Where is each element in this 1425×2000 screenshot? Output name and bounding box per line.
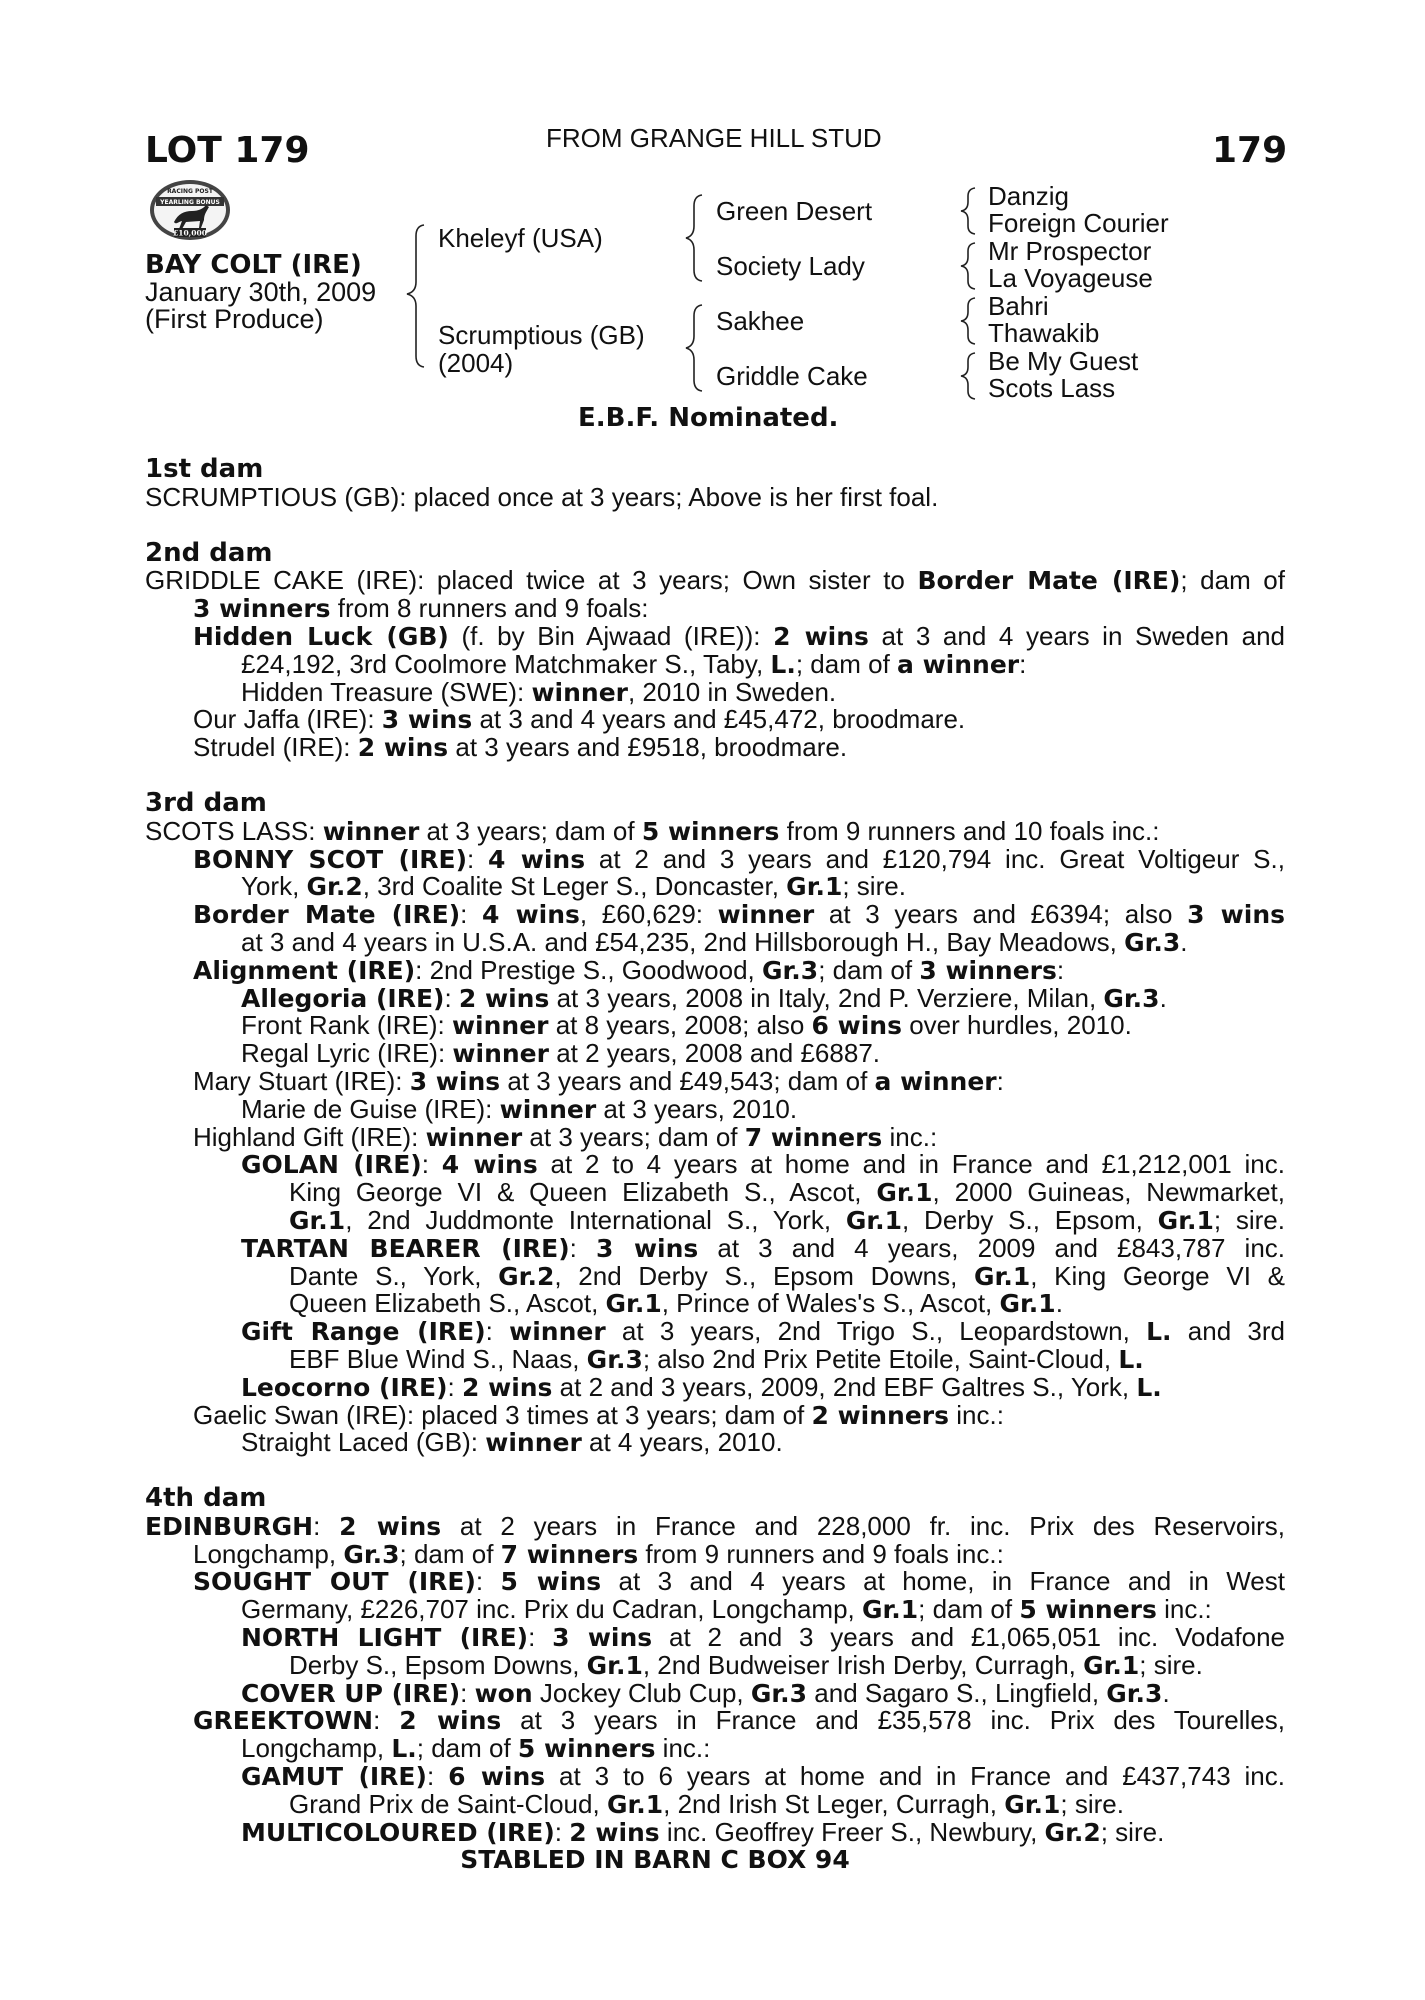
produce-line: Our Jaffa (IRE): 3 wins at 3 and 4 years and £45,472, broodmare. (193, 704, 966, 735)
pedigree-g3: Foreign Courier (988, 208, 1169, 238)
produce-line: Mary Stuart (IRE): 3 wins at 3 years and £49,543; dam of a winner: (193, 1065, 1004, 1096)
pedigree-g3: Scots Lass (988, 373, 1116, 403)
pedigree-g3: Thawakib (988, 318, 1100, 348)
svg-text:£10,000: £10,000 (173, 228, 207, 238)
produce-line: Leocorno (IRE): 2 wins at 2 and 3 years, 2009, 2nd EBF Galtres S., York, L. (241, 1371, 1162, 1402)
pedigree-brackets (0, 0, 1425, 420)
produce-line: at 3 and 4 years in U.S.A. and £54,235, 2nd Hillsborough H., Bay Meadows, Gr.3. (241, 926, 1188, 957)
produce-line: Germany, £226,707 inc. Prix du Cadran, Longchamp, Gr.1; dam of 5 winners inc.: (241, 1594, 1212, 1625)
pedigree-g3: Danzig (988, 181, 1069, 211)
pedigree-dam-dam: Griddle Cake (716, 361, 868, 391)
produce-line: Gr.1, 2nd Juddmonte International S., York, Gr.1, Derby S., Epsom, Gr.1; sire. (289, 1204, 1285, 1235)
section-heading: 1st dam (145, 454, 264, 484)
produce-line: Straight Laced (GB): winner at 4 years, 2010. (241, 1427, 783, 1458)
produce-line: York, Gr.2, 3rd Coalite St Leger S., Doncaster, Gr.1; sire. (241, 871, 906, 902)
produce-line: EBF Blue Wind S., Naas, Gr.3; also 2nd Prix Petite Etoile, Saint-Cloud, L. (289, 1343, 1144, 1374)
produce-line: Regal Lyric (IRE): winner at 2 years, 2008 and £6887. (241, 1038, 880, 1069)
horse-title: BAY COLT (IRE) (145, 250, 362, 280)
produce-line: Grand Prix de Saint-Cloud, Gr.1, 2nd Irish St Leger, Curragh, Gr.1; sire. (289, 1788, 1124, 1819)
produce-line: King George VI & Queen Elizabeth S., Ascot, Gr.1, 2000 Guineas, Newmarket, (289, 1177, 1285, 1208)
svg-text:RACING POST: RACING POST (167, 188, 213, 195)
stabling-note: STABLED IN BARN C BOX 94 (460, 1845, 850, 1875)
produce-line: Derby S., Epsom Downs, Gr.1, 2nd Budweiser Irish Derby, Curragh, Gr.1; sire. (289, 1649, 1203, 1680)
catalogue-body (145, 456, 1285, 1874)
produce-line: Queen Elizabeth S., Ascot, Gr.1, Prince of Wales's S., Ascot, Gr.1. (289, 1288, 1063, 1319)
section-heading: 2nd dam (145, 537, 273, 568)
produce-line: Strudel (IRE): 2 wins at 3 years and £9518, broodmare. (193, 732, 848, 763)
produce-line: Longchamp, L.; dam of 5 winners inc.: (241, 1733, 711, 1764)
pedigree-sire-dam: Society Lady (716, 251, 865, 281)
pedigree-g3: Bahri (988, 291, 1049, 321)
lot-number: 179 (1212, 130, 1288, 171)
produce-line: Gaelic Swan (IRE): placed 3 times at 3 years; dam of 2 winners inc.: (193, 1399, 1004, 1430)
produce-line: Allegoria (IRE): 2 wins at 3 years, 2008 in Italy, 2nd P. Verziere, Milan, Gr.3. (241, 982, 1167, 1013)
produce-line: GREEKTOWN: 2 wins at 3 years in France and £35,578 inc. Prix des Tourelles, (193, 1705, 1285, 1736)
produce-line: Alignment (IRE): 2nd Prestige S., Goodwood, Gr.3; dam of 3 winners: (193, 954, 1065, 985)
produce-line: NORTH LIGHT (IRE): 3 wins at 2 and 3 years and £1,065,051 inc. Vodafone (241, 1622, 1285, 1653)
section-heading: 4th dam (145, 1483, 267, 1514)
pedigree-dam-year: (2004) (438, 348, 514, 378)
produce-line: Marie de Guise (IRE): winner at 3 years, 2010. (241, 1093, 798, 1124)
horse-dob: January 30th, 2009 (145, 277, 377, 307)
pedigree-g3: La Voyageuse (988, 263, 1153, 293)
produce-line: Hidden Treasure (SWE): winner, 2010 in Sweden. (241, 676, 837, 707)
pedigree-g3: Be My Guest (988, 346, 1139, 376)
produce-line: TARTAN BEARER (IRE): 3 wins at 3 and 4 years, 2009 and £843,787 inc. (241, 1232, 1286, 1263)
section-heading: 3rd dam (145, 787, 267, 818)
pedigree-g3: Mr Prospector (988, 236, 1152, 266)
lot-label: LOT 179 (145, 130, 310, 171)
produce-line: MULTICOLOURED (IRE): 2 wins inc. Geoffrey Freer S., Newbury, Gr.2; sire. (241, 1816, 1165, 1847)
produce-line: Dante S., York, Gr.2, 2nd Derby S., Epsom Downs, Gr.1, King George VI & (289, 1260, 1285, 1291)
produce-line: SOUGHT OUT (IRE): 5 wins at 3 and 4 years at home, in France and in West (193, 1566, 1285, 1597)
dam-line: GRIDDLE CAKE (IRE): placed twice at 3 years; Own sister to Border Mate (IRE); dam of (145, 565, 1285, 596)
dam-line: SCRUMPTIOUS (GB): placed once at 3 years; Above is her first foal. (145, 481, 939, 512)
dam-line: EDINBURGH: 2 wins at 2 years in France and 228,000 fr. inc. Prix des Reservoirs, (145, 1510, 1285, 1541)
pedigree-sire-sire: Green Desert (716, 196, 873, 226)
pedigree-dam-sire: Sakhee (716, 306, 805, 336)
consignor: FROM GRANGE HILL STUD (546, 123, 882, 153)
produce-line: £24,192, 3rd Coolmore Matchmaker S., Taby, L.; dam of a winner: (241, 648, 1027, 679)
produce-line: GAMUT (IRE): 6 wins at 3 to 6 years at home and in France and £437,743 inc. (241, 1761, 1285, 1792)
produce-line: Highland Gift (IRE): winner at 3 years; dam of 7 winners inc.: (193, 1121, 938, 1152)
horse-note: (First Produce) (145, 304, 324, 334)
dam-line: 3 winners from 8 runners and 9 foals: (193, 593, 649, 624)
dam-line: Longchamp, Gr.3; dam of 7 winners from 9 runners and 9 foals inc.: (193, 1538, 1004, 1569)
produce-line: Front Rank (IRE): winner at 8 years, 2008; also 6 wins over hurdles, 2010. (241, 1010, 1132, 1041)
produce-line: COVER UP (IRE): won Jockey Club Cup, Gr.3 and Sagaro S., Lingfield, Gr.3. (241, 1677, 1170, 1708)
ebf-nominated: E.B.F. Nominated. (578, 403, 839, 433)
produce-line: BONNY SCOT (IRE): 4 wins at 2 and 3 years and £120,794 inc. Great Voltigeur S., (193, 843, 1285, 874)
produce-line: Hidden Luck (GB) (f. by Bin Ajwaad (IRE)): 2 wins at 3 and 4 years in Sweden and (193, 620, 1285, 651)
pedigree-dam: Scrumptious (GB) (438, 320, 645, 350)
produce-line: Gift Range (IRE): winner at 3 years, 2nd Trigo S., Leopardstown, L. and 3rd (241, 1316, 1285, 1347)
dam-line: SCOTS LASS: winner at 3 years; dam of 5 winners from 9 runners and 10 foals inc.: (145, 815, 1160, 846)
produce-line: GOLAN (IRE): 4 wins at 2 to 4 years at home and in France and £1,212,001 inc. (241, 1149, 1285, 1180)
pedigree-sire: Kheleyf (USA) (438, 223, 603, 253)
svg-text:YEARLING BONUS: YEARLING BONUS (160, 199, 220, 206)
produce-line: Border Mate (IRE): 4 wins, £60,629: winner at 3 years and £6394; also 3 wins (193, 899, 1285, 930)
